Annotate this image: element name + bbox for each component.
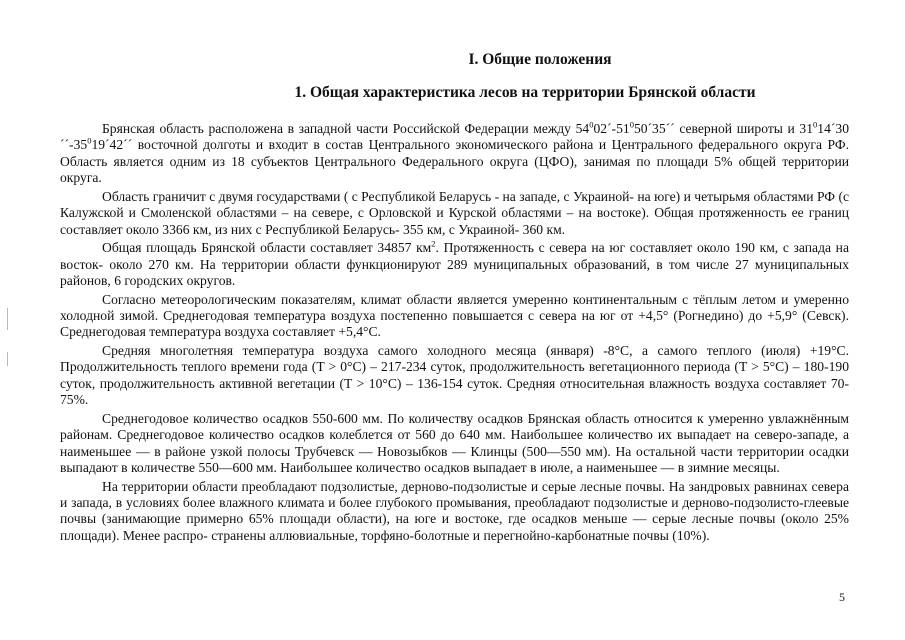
paragraph-precipitation: Среднегодовое количество осадков 550-600 мм. По количеству осадков Брянская область относится к умеренно увлажнённым районам. Среднегодовое количество осадков колеблется от 560 до 640 мм. Наибольшее количество их выпадает на северо-западе, а наименьшее — в районе узкой полосы Трубчевск — Новозыбков — Клинцы (500—550 мм). На остальной части территории осадки выпадают в количестве 550—600 мм. Наибольшее количество осадков выпадает в июле, а наименьшее — в зимние месяцы. — [60, 410, 849, 476]
paragraph-text: Брянская область расположена в западной части Российской Федерации между 54 — [102, 121, 590, 136]
paragraph-location — [60, 121, 849, 187]
paragraph-area — [60, 240, 849, 289]
section-title: I. Общие положения — [468, 51, 612, 68]
paragraph-text: 19´42´´ восточной долготы и входит в состав Центрального экономического района и Центрального федерального округа РФ. Область является одним из 18 субъектов Центрального Федерального округа (ЦФО), занимая по площади 5% общей территории округа. — [60, 137, 849, 186]
subsection-title: 1. Общая характеристика лесов на территории Брянской области — [294, 84, 756, 101]
paragraph-text: 02´-51 — [593, 121, 630, 136]
area-superscript: 2 — [431, 238, 436, 249]
paragraph-text: Общая площадь Брянской области составляет 34857 км — [102, 240, 432, 256]
degree-superscript: 0 — [87, 135, 92, 146]
page-number: 5 — [839, 590, 845, 604]
paragraph-text: 50´35´´ северной широты и 31 — [633, 121, 814, 136]
document-body — [60, 121, 849, 546]
degree-superscript: 0 — [813, 119, 818, 130]
scan-margin-mark — [7, 308, 8, 330]
degree-superscript: 0 — [629, 119, 634, 130]
paragraph-borders: Область граничит с двумя государствами ( с Республикой Беларусь - на западе, с Украиной- на юге) и четырьмя областями РФ (с Калужской и Смоленской областями – на севере, с Орловской и Курской областями – на востоке). Общая протяженность ее границ составляет около 3366 км, из них с Республикой Беларусь- 355 км, с Украиной- 360 км. — [60, 188, 849, 237]
paragraph-text: 14´30´´-35 — [60, 121, 849, 153]
degree-superscript: 0 — [589, 119, 594, 130]
scan-margin-mark — [7, 352, 8, 366]
paragraph-climate: Согласно метеорологическим показателям, климат области является умеренно континентальным с тёплым летом и умеренно холодной зимой. Среднегодовая температура воздуха постепенно повышается с севера на юг от +4,5° (Рогнедино) до +5,9° (Севск). Среднегодовая температура воздуха составляет +5,4°С. — [60, 291, 849, 340]
paragraph-soils: На территории области преобладают подзолистые, дерново-подзолистые и серые лесные почвы. На зандровых равнинах севера и запада, в условиях более влажного климата и более глубокого промывания, преобладают подзолистые и дерново-подзолисто-глеевые почвы (занимающие примерно 65% площади области), на юге и востоке, где осадков меньше — серые лесные почвы (около 25% площади). Менее распро- странены аллювиальные, торфяно-болотные и перегнойно-карбонатные почвы (10%). — [60, 478, 849, 543]
paragraph-text: . Протяженность с севера на юг составляет около 190 км, с запада на восток- около 270 км. На территории области функционируют 289 муниципальных образований, в том числе 27 муниципальных районов, 6 городских округов. — [60, 240, 849, 289]
paragraph-temperature: Средняя многолетняя температура воздуха самого холодного месяца (января) -8°С, а самого теплого (июля) +19°С. Продолжительность теплого времени года (T > 0°С) – 217-234 суток, продолжительность вегетационного периода (T > 5°С) – 180-190 суток, продолжительность активной вегетации (T > 10°С) – 136-154 суток. Средняя относительная влажность воздуха составляет 70-75%. — [60, 343, 849, 408]
